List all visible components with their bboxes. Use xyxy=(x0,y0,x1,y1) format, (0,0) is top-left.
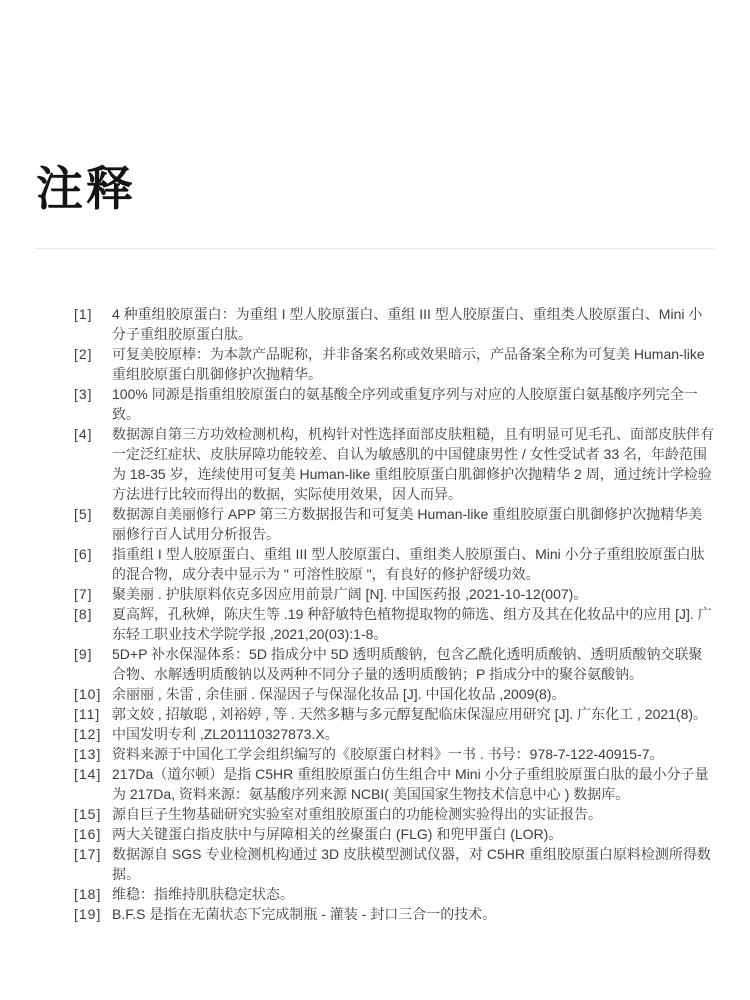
footnote-text: 郭文姣 , 招敏聪 , 刘裕婷 , 等 . 天然多糖与多元醇复配临床保湿应用研究 [J]. 广东化工 , 2021(8)。 xyxy=(112,706,708,723)
footnote-number: [7] xyxy=(74,586,93,603)
footnote-number: [16] xyxy=(74,826,102,843)
footnote-item xyxy=(74,844,716,884)
footnote-item xyxy=(74,384,716,424)
footnote-item xyxy=(74,884,716,904)
footnote-item xyxy=(74,424,716,504)
footnote-number: [5] xyxy=(74,506,93,523)
footnote-text: B.F.S 是指在无菌状态下完成制瓶 - 灌装 - 封口三合一的技术。 xyxy=(112,906,497,923)
footnote-number: [1] xyxy=(74,306,93,323)
footnote-text: 数据源自第三方功效检测机构，机构针对性选择面部皮肤粗糙，且有明显可见毛孔、面部皮肤伴有一定泛红症状、皮肤屏障功能较差、自认为敏感肌的中国健康男性 / 女性受试者 33 名，年龄范围为 18-35 岁，连续使用可复美 Human-like 重组胶原蛋白肌御修护次抛精华 2 周，通过统计学检验方法进行比较而得出的数据，实际使用效果，因人而异。 xyxy=(112,426,714,503)
footnote-number: [2] xyxy=(74,346,93,363)
footnote-text: 夏高辉，孔秋婵，陈庆生等 .19 种舒敏特色植物提取物的筛选、组方及其在化妆品中的应用 [J]. 广东轻工职业技术学院学报 ,2021,20(03):1-8。 xyxy=(112,606,712,643)
footnote-number: [6] xyxy=(74,546,93,563)
footnote-list xyxy=(74,304,716,924)
footnote-number: [12] xyxy=(74,726,102,743)
footnote-number: [8] xyxy=(74,606,93,623)
footnote-item xyxy=(74,544,716,584)
footnote-item xyxy=(74,644,716,684)
footnote-item xyxy=(74,724,716,744)
footnote-text: 聚美丽 . 护肤原料依克多因应用前景广阔 [N]. 中国医药报 ,2021-10-12(007)。 xyxy=(112,586,588,603)
footnote-item xyxy=(74,344,716,384)
footnote-item xyxy=(74,804,716,824)
footnote-text: 维稳：指维持肌肤稳定状态。 xyxy=(112,886,294,903)
footnote-item xyxy=(74,824,716,844)
footnote-item xyxy=(74,744,716,764)
footnote-item xyxy=(74,904,716,924)
footnote-number: [19] xyxy=(74,906,102,923)
footnote-item xyxy=(74,604,716,644)
footnote-text: 100% 同源是指重组胶原蛋白的氨基酸全序列或重复序列与对应的人胶原蛋白氨基酸序列完全一致。 xyxy=(112,386,698,423)
footnote-text: 数据源自美丽修行 APP 第三方数据报告和可复美 Human-like 重组胶原蛋白肌御修护次抛精华美丽修行百人试用分析报告。 xyxy=(112,506,703,543)
footnote-item xyxy=(74,504,716,544)
footnote-text: 4 种重组胶原蛋白：为重组 I 型人胶原蛋白、重组 III 型人胶原蛋白、重组类人胶原蛋白、Mini 小分子重组胶原蛋白肽。 xyxy=(112,306,703,343)
title-divider xyxy=(35,248,715,249)
footnote-number: [4] xyxy=(74,426,93,443)
footnote-text: 5D+P 补水保湿体系：5D 指成分中 5D 透明质酸钠，包含乙酰化透明质酸钠、透明质酸钠交联聚合物、水解透明质酸钠以及两种不同分子量的透明质酸钠；P 指成分中的聚谷氨酸钠。 xyxy=(112,646,703,683)
footnote-item xyxy=(74,584,716,604)
footnote-text: 两大关键蛋白指皮肤中与屏障相关的丝聚蛋白 (FLG) 和兜甲蛋白 (LOR)。 xyxy=(112,826,563,843)
footnote-text: 源自巨子生物基础研究实验室对重组胶原蛋白的功能检测实验得出的实证报告。 xyxy=(112,806,602,823)
footnote-number: [13] xyxy=(74,746,102,763)
footnote-number: [18] xyxy=(74,886,102,903)
page-title: 注释 xyxy=(36,162,136,215)
footnote-item xyxy=(74,304,716,344)
footnote-text: 可复美胶原棒：为本款产品昵称，并非备案名称或效果暗示，产品备案全称为可复美 Human-like 重组胶原蛋白肌御修护次抛精华。 xyxy=(112,346,705,383)
footnote-text: 数据源自 SGS 专业检测机构通过 3D 皮肤模型测试仪器，对 C5HR 重组胶原蛋白原料检测所得数据。 xyxy=(112,846,711,883)
footnote-item xyxy=(74,684,716,704)
footnote-text: 资料来源于中国化工学会组织编写的《胶原蛋白材料》一书 . 书号：978-7-122-40915-7。 xyxy=(112,746,664,763)
footnote-number: [14] xyxy=(74,766,102,783)
footnote-text: 余丽丽 , 朱雷 , 余佳丽 . 保湿因子与保湿化妆品 [J]. 中国化妆品 ,2009(8)。 xyxy=(112,686,566,703)
footnote-text: 中国发明专利 ,ZL201110327873.X。 xyxy=(112,726,339,743)
footnote-text: 指重组 I 型人胶原蛋白、重组 III 型人胶原蛋白、重组类人胶原蛋白、Mini 小分子重组胶原蛋白肽的混合物，成分表中显示为 " 可溶性胶原 "，有良好的修护舒缓功效。 xyxy=(112,546,705,583)
footnote-number: [3] xyxy=(74,386,93,403)
footnote-number: [9] xyxy=(74,646,93,663)
footnote-text: 217Da（道尔顿）是指 C5HR 重组胶原蛋白仿生组合中 Mini 小分子重组胶原蛋白肽的最小分子量为 217Da, 资料来源：氨基酸序列来源 NCBI( 美国国家生物技术信息中心 ) 数据库。 xyxy=(112,766,709,803)
footnote-item xyxy=(74,704,716,724)
footnote-number: [11] xyxy=(74,706,101,723)
footnote-number: [17] xyxy=(74,846,102,863)
footnote-item xyxy=(74,764,716,804)
footnote-number: [15] xyxy=(74,806,102,823)
footnote-number: [10] xyxy=(74,686,102,703)
